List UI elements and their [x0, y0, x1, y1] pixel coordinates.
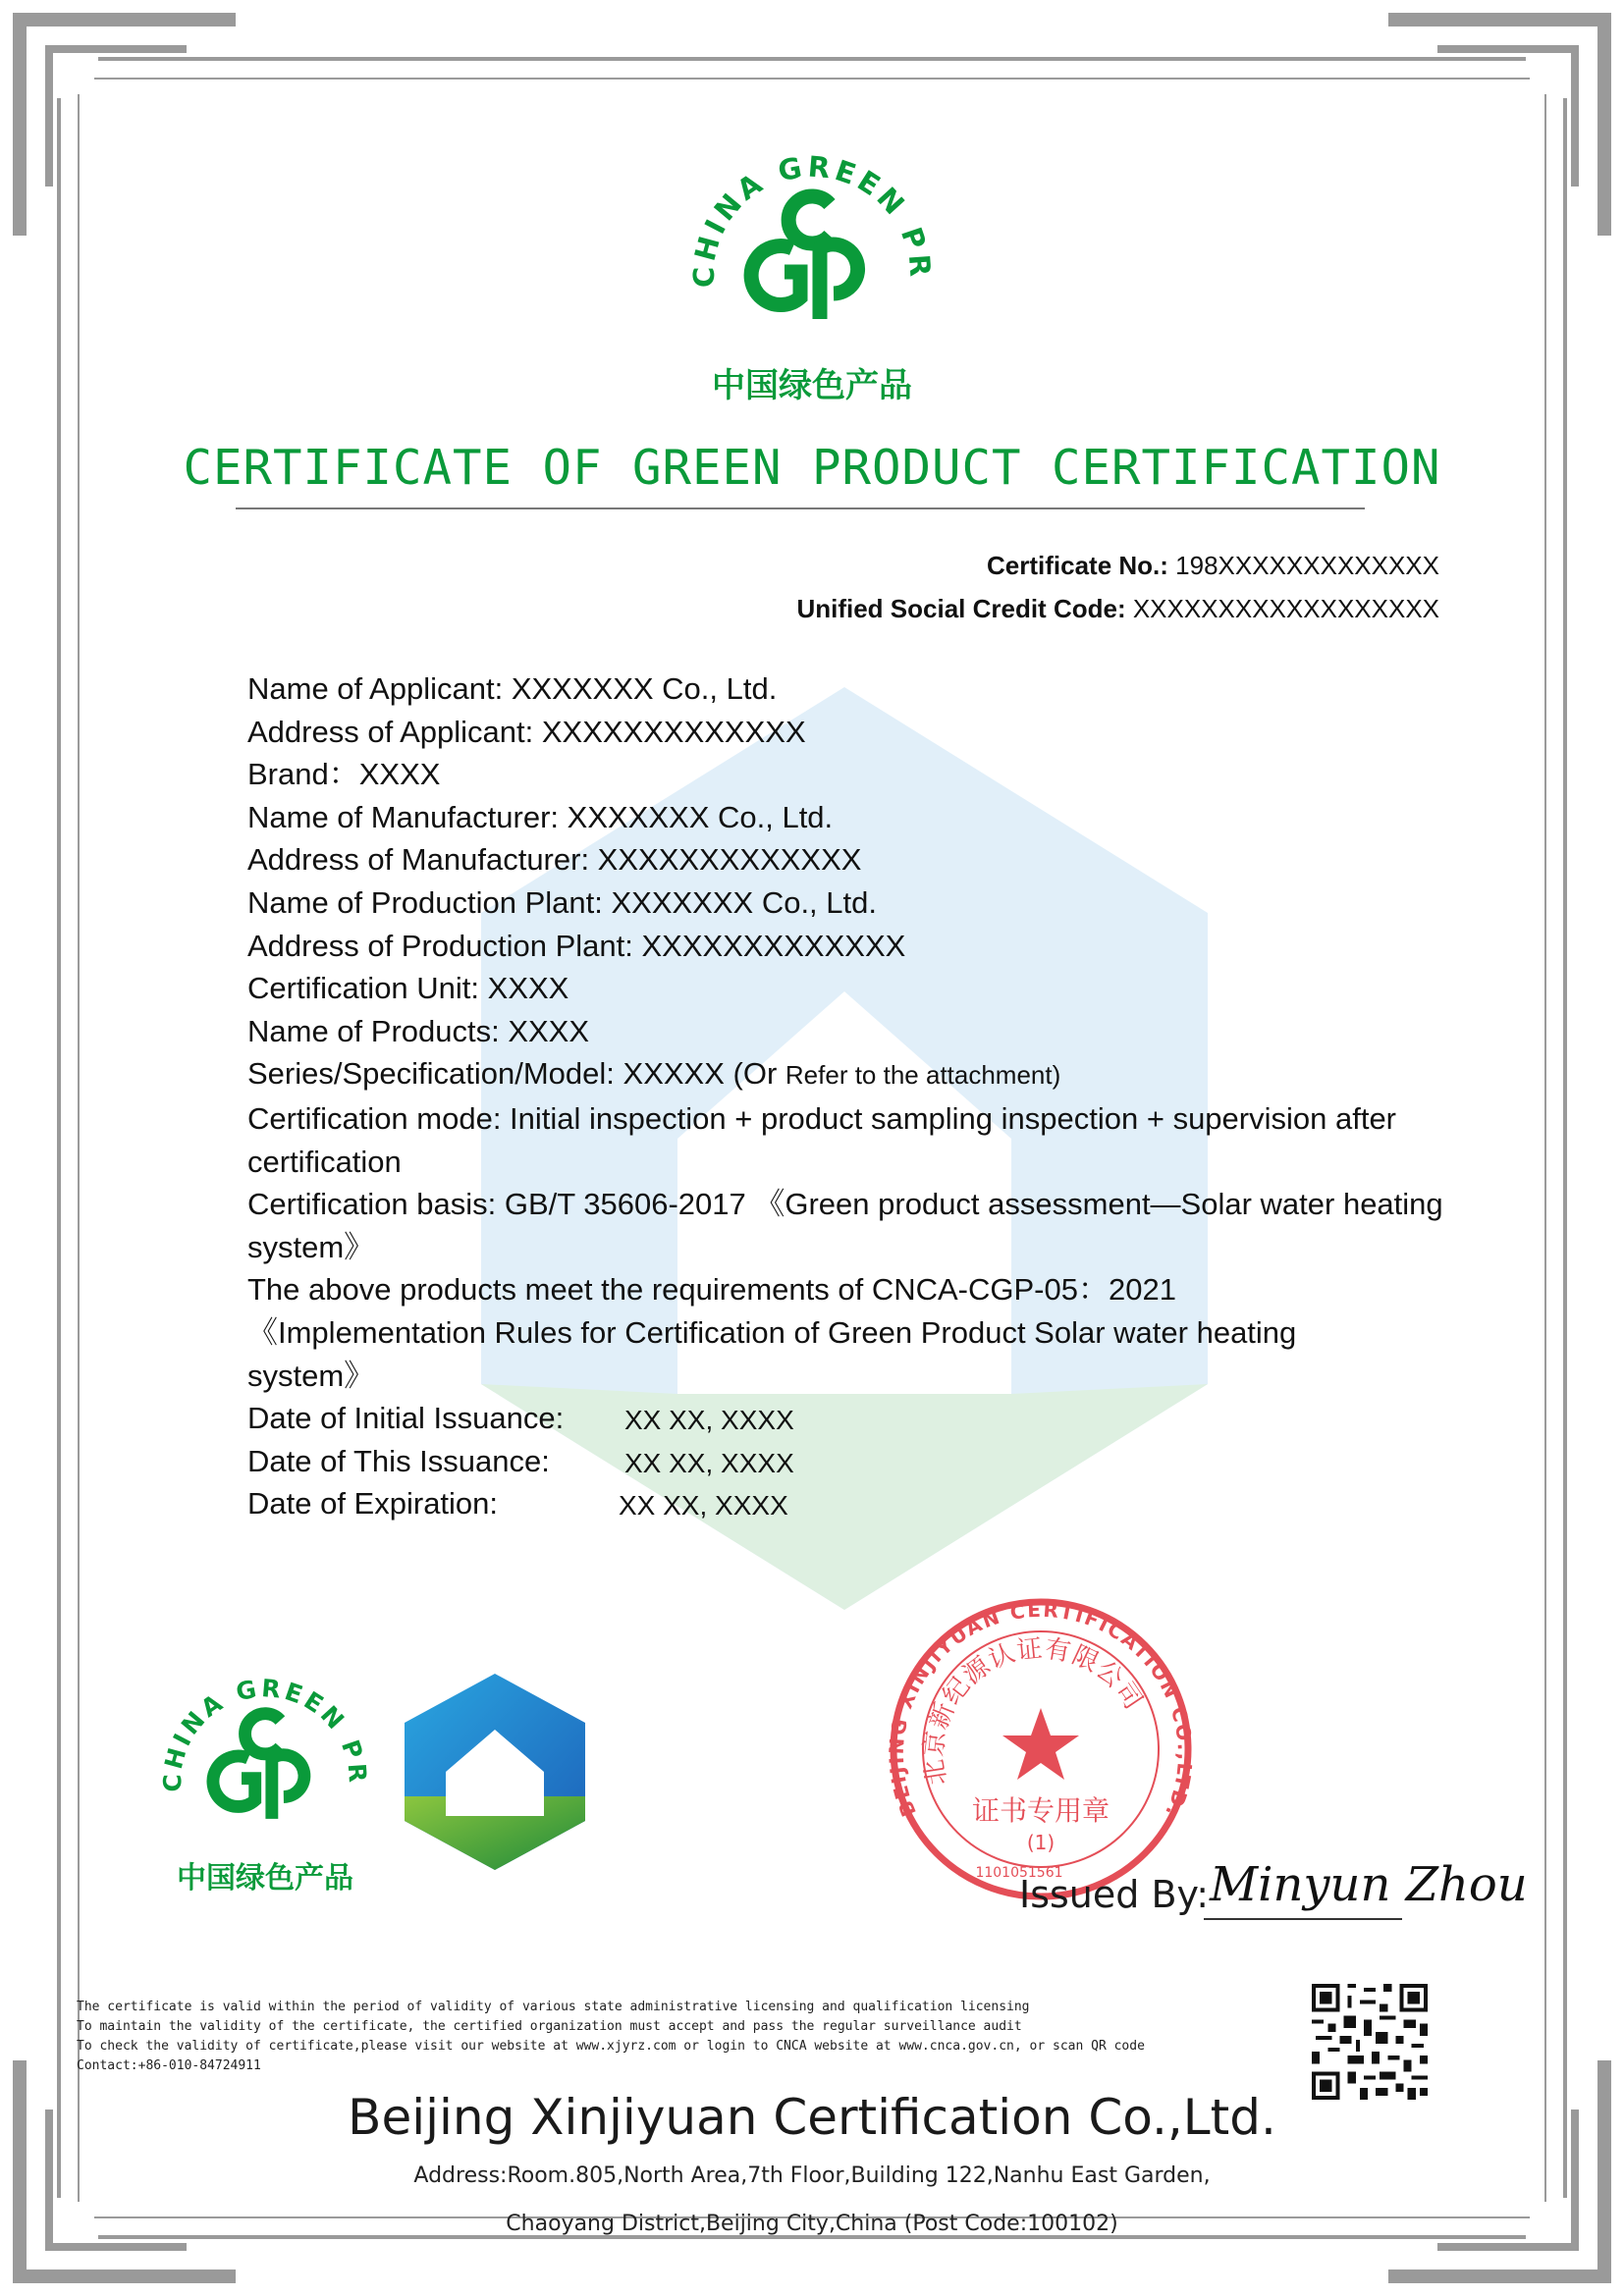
signature-line [1204, 1918, 1402, 1920]
credit-code-row [796, 587, 1439, 630]
certification-mode: Certification mode: Initial inspection + product sampling inspection + supervision after certification [247, 1100, 1397, 1179]
official-seal [884, 1592, 1198, 1911]
seal-ring-text: BEIJING XINJIYUAN CERTIFICATION CO.,LTD. [884, 1597, 1198, 1823]
requirement-statement: The above products meet the requirements of CNCA-CGP-05：2021 《Implementation Rules for Certification of Green Product Solar water heating system》 [247, 1272, 1297, 1393]
plant-address: Address of Production Plant: XXXXXXXXXXXXX [247, 928, 906, 963]
manufacturer-name: Name of Manufacturer: XXXXXXX Co., Ltd. [247, 799, 834, 834]
seal-serial: 1101051561 [975, 1865, 1063, 1881]
applicant-address: Address of Applicant: XXXXXXXXXXXXX [247, 714, 806, 749]
qr-code-icon [1312, 1984, 1428, 2100]
date-label: Date of Initial Issuance: [247, 1401, 565, 1436]
certificate-title: CERTIFICATE OF GREEN PRODUCT CERTIFICATION [183, 440, 1441, 496]
product-name: Name of Products: XXXX [247, 1013, 590, 1048]
date-label: Date of This Issuance: [247, 1443, 550, 1478]
date-row [247, 1397, 1445, 1440]
seal-stamp-graphic [884, 1592, 1198, 1906]
house-hexagon-icon [397, 1669, 593, 1875]
certificate-details [247, 667, 1445, 1525]
logo-ring-text: CHINA GREEN PR [158, 1674, 373, 1792]
brand: Brand：XXXX [247, 757, 441, 792]
footer-note-line: The certificate is valid within the period of validity of various state administrative licensing and qualification licensing [77, 2000, 1030, 2014]
credit-code-label: Unified Social Credit Code: [796, 594, 1126, 623]
seal-number-mark: (1) [1026, 1831, 1056, 1854]
house-hexagon-logo [397, 1669, 593, 1880]
logo-chinese-caption: 中国绿色产品 [177, 1861, 353, 1896]
series-model-text: Series/Specification/Model: XXXXX (Or [247, 1056, 778, 1092]
cgp-logo-top [675, 123, 949, 407]
cgp-emblem-icon [675, 123, 949, 348]
date-value: XX XX, XXXX [624, 1447, 794, 1478]
date-label: Date of Expiration: [247, 1486, 499, 1522]
seal-purpose-text: 证书专用章 [971, 1794, 1110, 1827]
qr-code[interactable] [1312, 1984, 1428, 2105]
seal-inner-text: 北京新纪源认证有限公司 [919, 1633, 1149, 1788]
seal-star-icon [1002, 1708, 1079, 1780]
applicant-name: Name of Applicant: XXXXXXX Co., Ltd. [247, 671, 778, 706]
footer-note-line: To check the validity of certificate,please visit our website at www.xjyrz.com or login to CNCA website at www.cnca.gov.cn, or scan QR code [77, 2039, 1145, 2054]
plant-name: Name of Production Plant: XXXXXXX Co., Ltd. [247, 884, 877, 920]
company-address-line-2: Chaoyang District,Beijing City,China (Post Code:100102) [506, 2212, 1118, 2236]
certification-unit: Certification Unit: XXXX [247, 971, 569, 1006]
logo-chinese-caption: 中国绿色产品 [712, 366, 912, 405]
svg-text:CHINA GREEN PRODUCT [675, 123, 938, 288]
certificate-meta [796, 544, 1439, 630]
series-model [247, 1052, 1445, 1097]
date-value: XX XX, XXXX [619, 1490, 788, 1522]
certificate-number-label: Certificate No.: [987, 551, 1168, 580]
date-value: XX XX, XXXX [624, 1405, 794, 1436]
credit-code-value: XXXXXXXXXXXXXXXXXX [1132, 594, 1439, 623]
certificate-number-value: 198XXXXXXXXXXXXX [1175, 551, 1439, 580]
cgp-logo-bottom [147, 1649, 383, 1895]
logo-ring-text: CHINA GREEN PR [686, 149, 938, 289]
issued-by-label: Issued By: [1019, 1873, 1210, 1916]
date-row [247, 1482, 1445, 1525]
company-address-line-1: Address:Room.805,North Area,7th Floor,Building 122,Nanhu East Garden, [413, 2163, 1211, 2188]
series-model-note: Refer to the attachment) [785, 1060, 1061, 1091]
certificate-number-row [796, 544, 1439, 587]
signature: Minyun Zhou [1210, 1857, 1528, 1912]
footer-notes [77, 1998, 1255, 2076]
title-underline [236, 507, 1365, 509]
company-name: Beijing Xinjiyuan Certification Co.,Ltd. [348, 2089, 1276, 2146]
manufacturer-address: Address of Manufacturer: XXXXXXXXXXXXX [247, 842, 862, 878]
certification-basis: Certification basis: GB/T 35606-2017 《Green product assessment—Solar water heating system》 [247, 1187, 1443, 1264]
footer-note-line: To maintain the validity of the certificate, the certified organization must accept and pass the regular surveillance audit [77, 2019, 1022, 2034]
footer-note-line: Contact:+86-010-84724911 [77, 2058, 261, 2073]
date-row [247, 1440, 1445, 1483]
cgp-emblem-icon [147, 1649, 383, 1845]
